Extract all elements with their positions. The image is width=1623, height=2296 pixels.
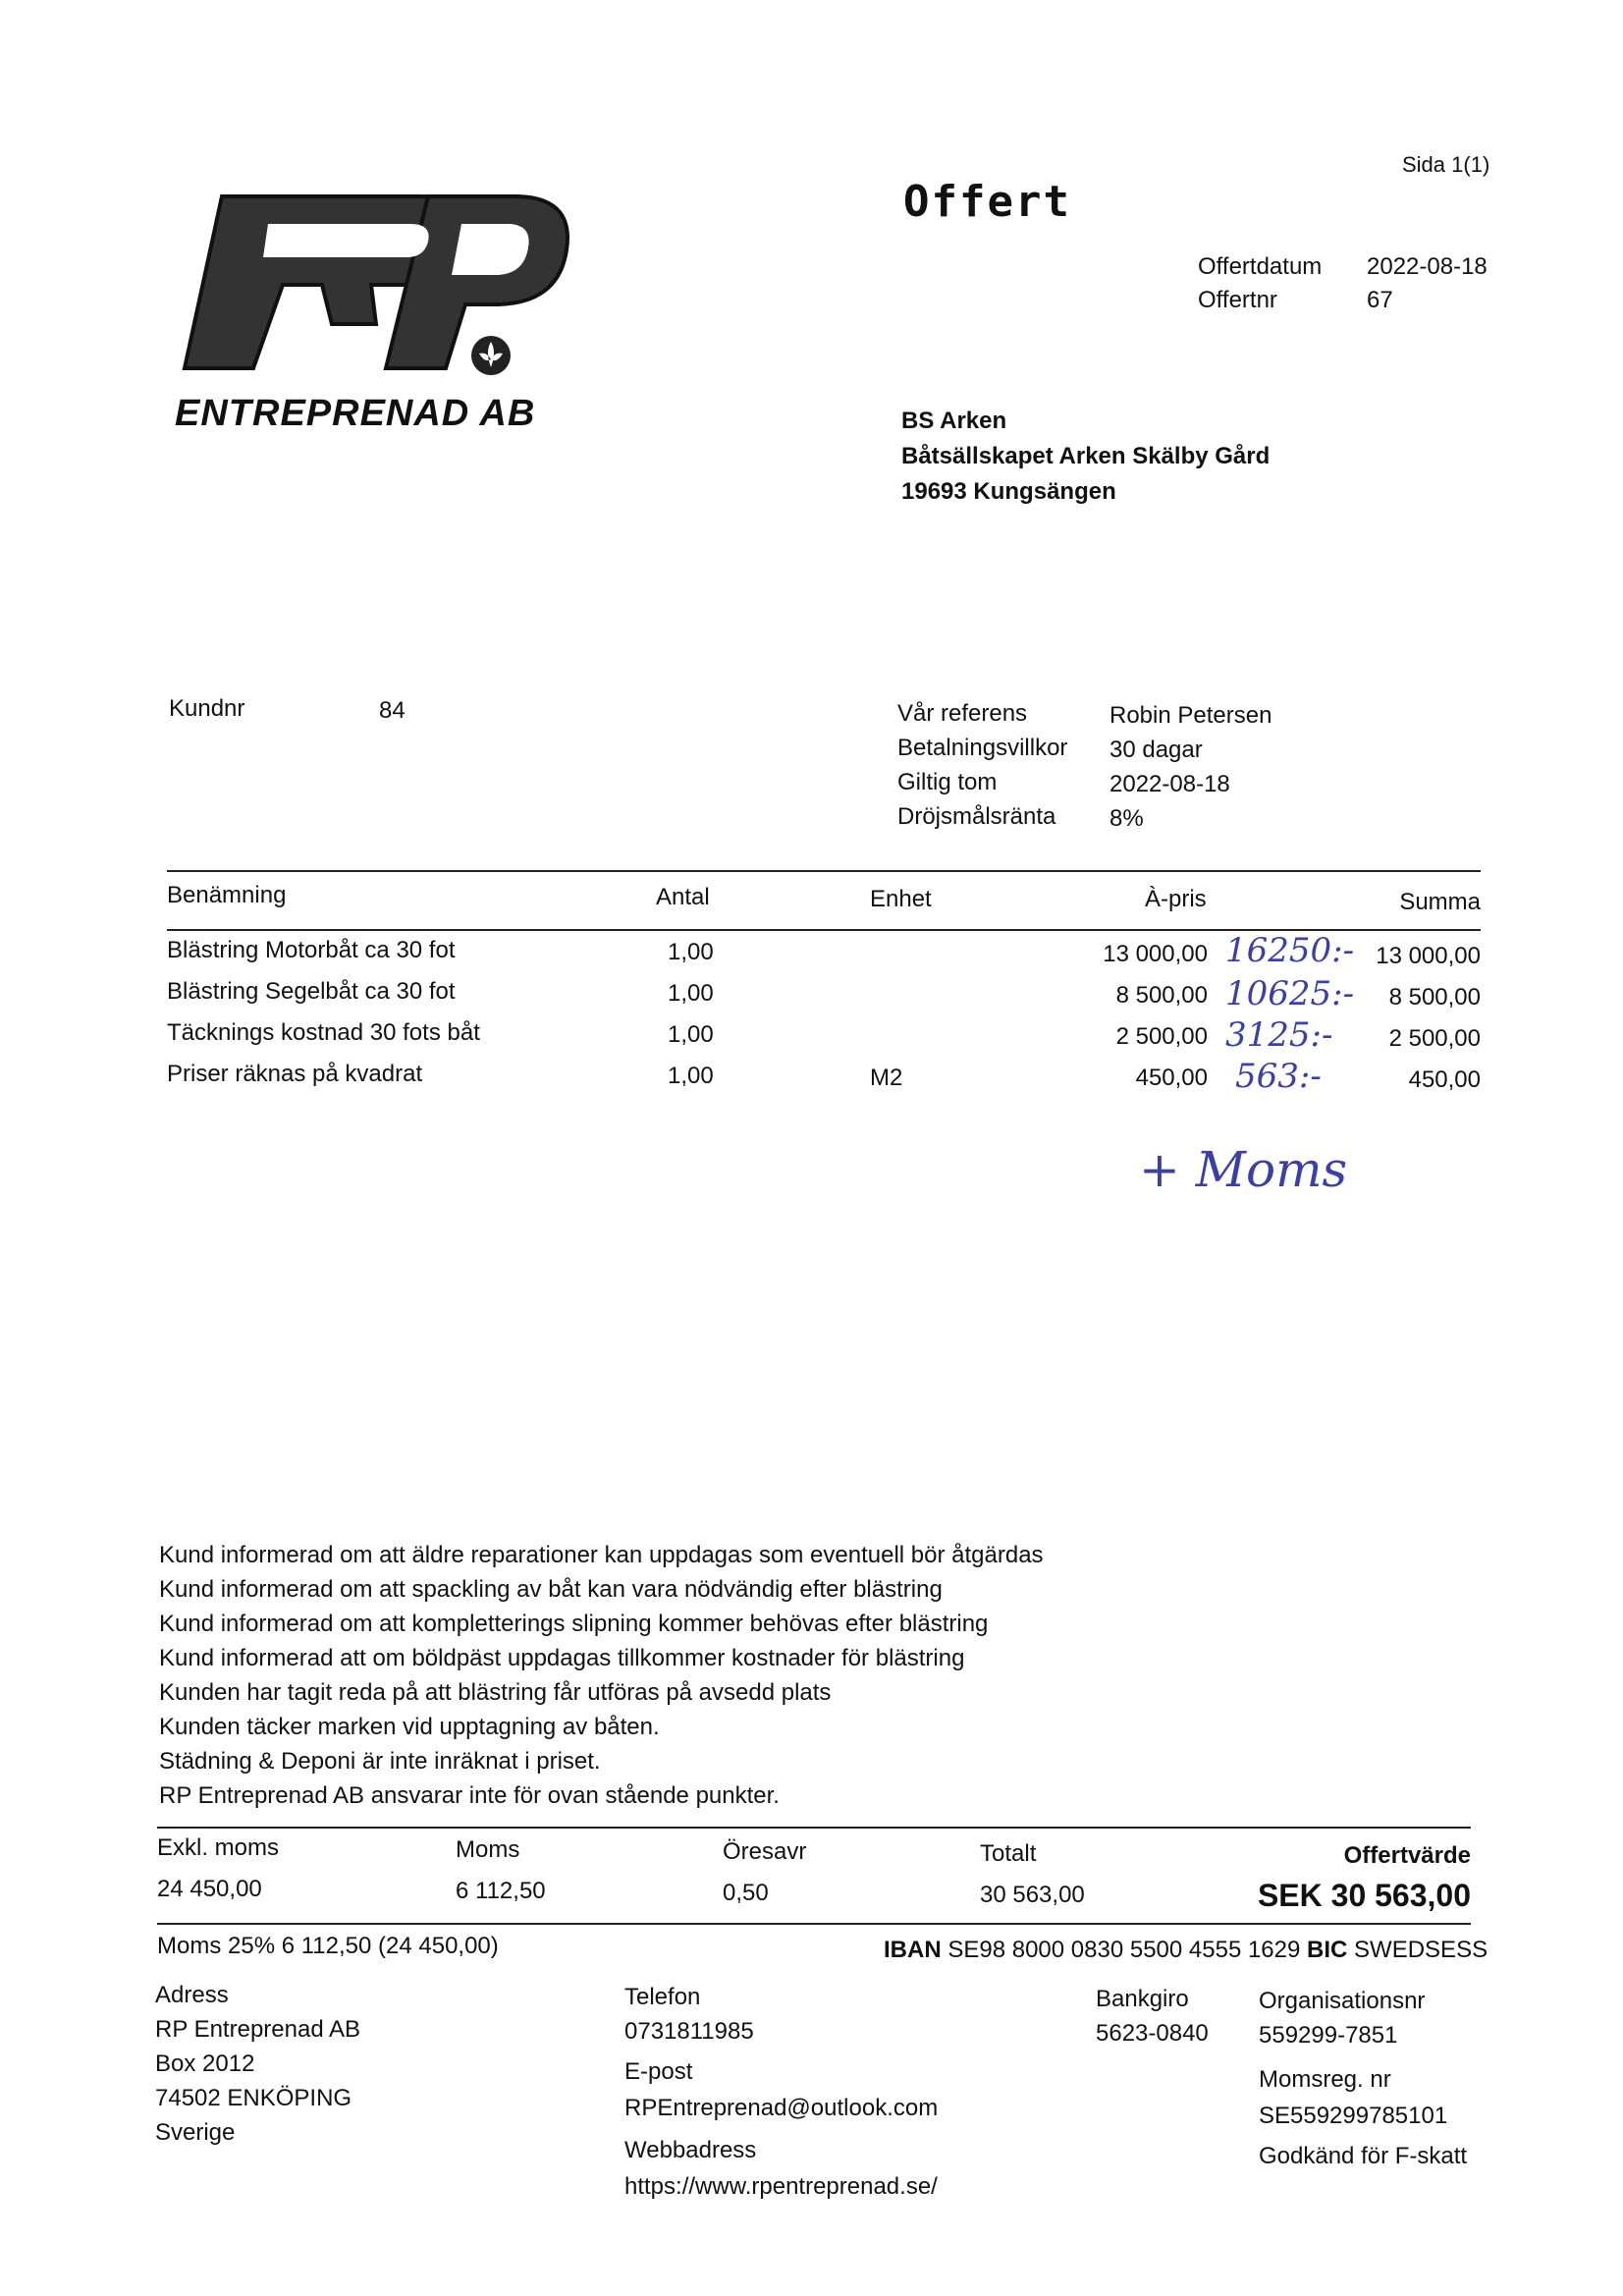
customer-number-value: 84 — [379, 697, 406, 724]
bankgiro-value: 5623-0840 — [1096, 2020, 1209, 2047]
row-handwritten-note: 3125:- — [1225, 1015, 1333, 1055]
note-line: Städning & Deponi är inte inräknat i priset. — [159, 1748, 601, 1775]
address-line: 74502 ENKÖPING — [155, 2085, 352, 2111]
totals-top-rule — [157, 1827, 1471, 1829]
meta-date-label: Offertdatum — [1198, 253, 1323, 280]
phone-value: 0731811985 — [624, 2018, 754, 2045]
table-top-rule — [167, 870, 1481, 872]
page-indicator: Sida 1(1) — [1402, 152, 1490, 177]
row-sum: 2 500,00 — [1388, 1025, 1481, 1052]
table-header-qty: Antal — [656, 884, 710, 910]
org-number-label: Organisationsnr — [1259, 1988, 1426, 2014]
row-qty: 1,00 — [668, 1021, 714, 1048]
meta-date-value: 2022-08-18 — [1367, 253, 1488, 280]
row-price: 2 500,00 — [1115, 1023, 1208, 1050]
note-line: Kunden täcker marken vid upptagning av båten. — [159, 1714, 660, 1740]
vat-reg-label: Momsreg. nr — [1259, 2066, 1391, 2093]
bic-value: SWEDSESS — [1354, 1937, 1488, 1963]
bic-label: BIC — [1307, 1937, 1348, 1963]
address-label: Adress — [155, 1982, 229, 2008]
row-unit: M2 — [870, 1065, 903, 1091]
address-line: Sverige — [155, 2119, 236, 2146]
phone-label: Telefon — [624, 1984, 701, 2010]
bankgiro-label: Bankgiro — [1096, 1986, 1189, 2012]
note-line: Kund informerad om att kompletterings slipning kommer behövas efter blästring — [159, 1611, 989, 1637]
payment-terms-label: Betalningsvillkor — [897, 735, 1068, 761]
row-sum: 13 000,00 — [1376, 943, 1481, 969]
ref-value: Robin Petersen — [1109, 702, 1272, 729]
interest-value: 8% — [1109, 805, 1144, 832]
rounding-value: 0,50 — [723, 1880, 769, 1906]
iban-value: SE98 8000 0830 5500 4555 1629 — [947, 1937, 1301, 1963]
total-value: 30 563,00 — [980, 1882, 1085, 1908]
web-value: https://www.rpentreprenad.se/ — [624, 2173, 938, 2200]
row-price: 13 000,00 — [1103, 941, 1208, 967]
row-handwritten-note: 16250:- — [1225, 931, 1355, 970]
total-label: Totalt — [980, 1840, 1037, 1867]
email-label: E-post — [624, 2058, 693, 2085]
excl-vat-label: Exkl. moms — [157, 1834, 280, 1861]
payment-terms-value: 30 dagar — [1109, 737, 1203, 763]
recipient-line: Båtsällskapet Arken Skälby Gård — [901, 443, 1271, 469]
row-qty: 1,00 — [668, 980, 714, 1007]
rounding-label: Öresavr — [723, 1838, 807, 1865]
note-line: Kund informerad om att spackling av båt kan vara nödvändig efter blästring — [159, 1576, 943, 1603]
logo-company-name: ENTREPRENAD AB — [175, 393, 536, 434]
f-tax-approval: Godkänd för F-skatt — [1259, 2143, 1468, 2169]
row-sum: 8 500,00 — [1388, 984, 1481, 1011]
row-name: Blästring Segelbåt ca 30 fot — [167, 978, 456, 1005]
valid-until-label: Giltig tom — [897, 769, 998, 795]
note-line: Kunden har tagit reda på att blästring får utföras på avsedd plats — [159, 1679, 832, 1706]
interest-label: Dröjsmålsränta — [897, 803, 1056, 830]
email-value: RPEntreprenad@outlook.com — [624, 2095, 939, 2121]
org-number-value: 559299-7851 — [1259, 2022, 1398, 2049]
excl-vat-value: 24 450,00 — [157, 1876, 262, 1902]
web-label: Webbadress — [624, 2137, 757, 2163]
row-handwritten-note: 10625:- — [1225, 974, 1355, 1013]
bank-details — [884, 1937, 1488, 1964]
row-qty: 1,00 — [668, 1063, 714, 1089]
document-title: Offert — [903, 177, 1071, 227]
offer-value-label: Offertvärde — [1343, 1842, 1471, 1869]
address-line: Box 2012 — [155, 2050, 255, 2077]
table-header-name: Benämning — [167, 882, 287, 908]
row-qty: 1,00 — [668, 939, 714, 965]
row-price: 8 500,00 — [1115, 982, 1208, 1009]
row-name: Täcknings kostnad 30 fots båt — [167, 1019, 480, 1046]
note-line: Kund informerad att om böldpäst uppdagas tillkommer kostnader för blästring — [159, 1645, 965, 1671]
row-name: Priser räknas på kvadrat — [167, 1061, 423, 1087]
row-name: Blästring Motorbåt ca 30 fot — [167, 937, 456, 963]
vat-label: Moms — [456, 1836, 520, 1863]
offer-value-amount: SEK 30 563,00 — [1257, 1878, 1471, 1913]
customer-number-label: Kundnr — [169, 695, 245, 722]
recipient-line: 19693 Kungsängen — [901, 478, 1116, 505]
vat-value: 6 112,50 — [456, 1878, 546, 1904]
vat-reg-value: SE559299785101 — [1259, 2103, 1448, 2129]
row-price: 450,00 — [1135, 1065, 1208, 1091]
iban-label: IBAN — [884, 1937, 942, 1963]
meta-number-label: Offertnr — [1198, 287, 1277, 313]
row-handwritten-note: 563:- — [1235, 1057, 1322, 1096]
handwritten-moms-note: + Moms — [1139, 1141, 1348, 1198]
totals-bottom-rule — [157, 1923, 1471, 1925]
note-line: Kund informerad om att äldre reparationer kan uppdagas som eventuell bör åtgärdas — [159, 1542, 1044, 1568]
address-line: RP Entreprenad AB — [155, 2016, 361, 2043]
vat-summary: Moms 25% 6 112,50 (24 450,00) — [157, 1933, 499, 1959]
recipient-line: BS Arken — [901, 408, 1007, 434]
note-line: RP Entreprenad AB ansvarar inte för ovan stående punkter. — [159, 1782, 780, 1809]
table-header-price: À-pris — [1145, 886, 1207, 912]
ref-label: Vår referens — [897, 700, 1028, 727]
table-header-sum: Summa — [1399, 889, 1481, 915]
meta-number-value: 67 — [1367, 287, 1393, 313]
table-header-unit: Enhet — [870, 886, 932, 912]
row-sum: 450,00 — [1408, 1066, 1481, 1093]
valid-until-value: 2022-08-18 — [1109, 771, 1230, 797]
